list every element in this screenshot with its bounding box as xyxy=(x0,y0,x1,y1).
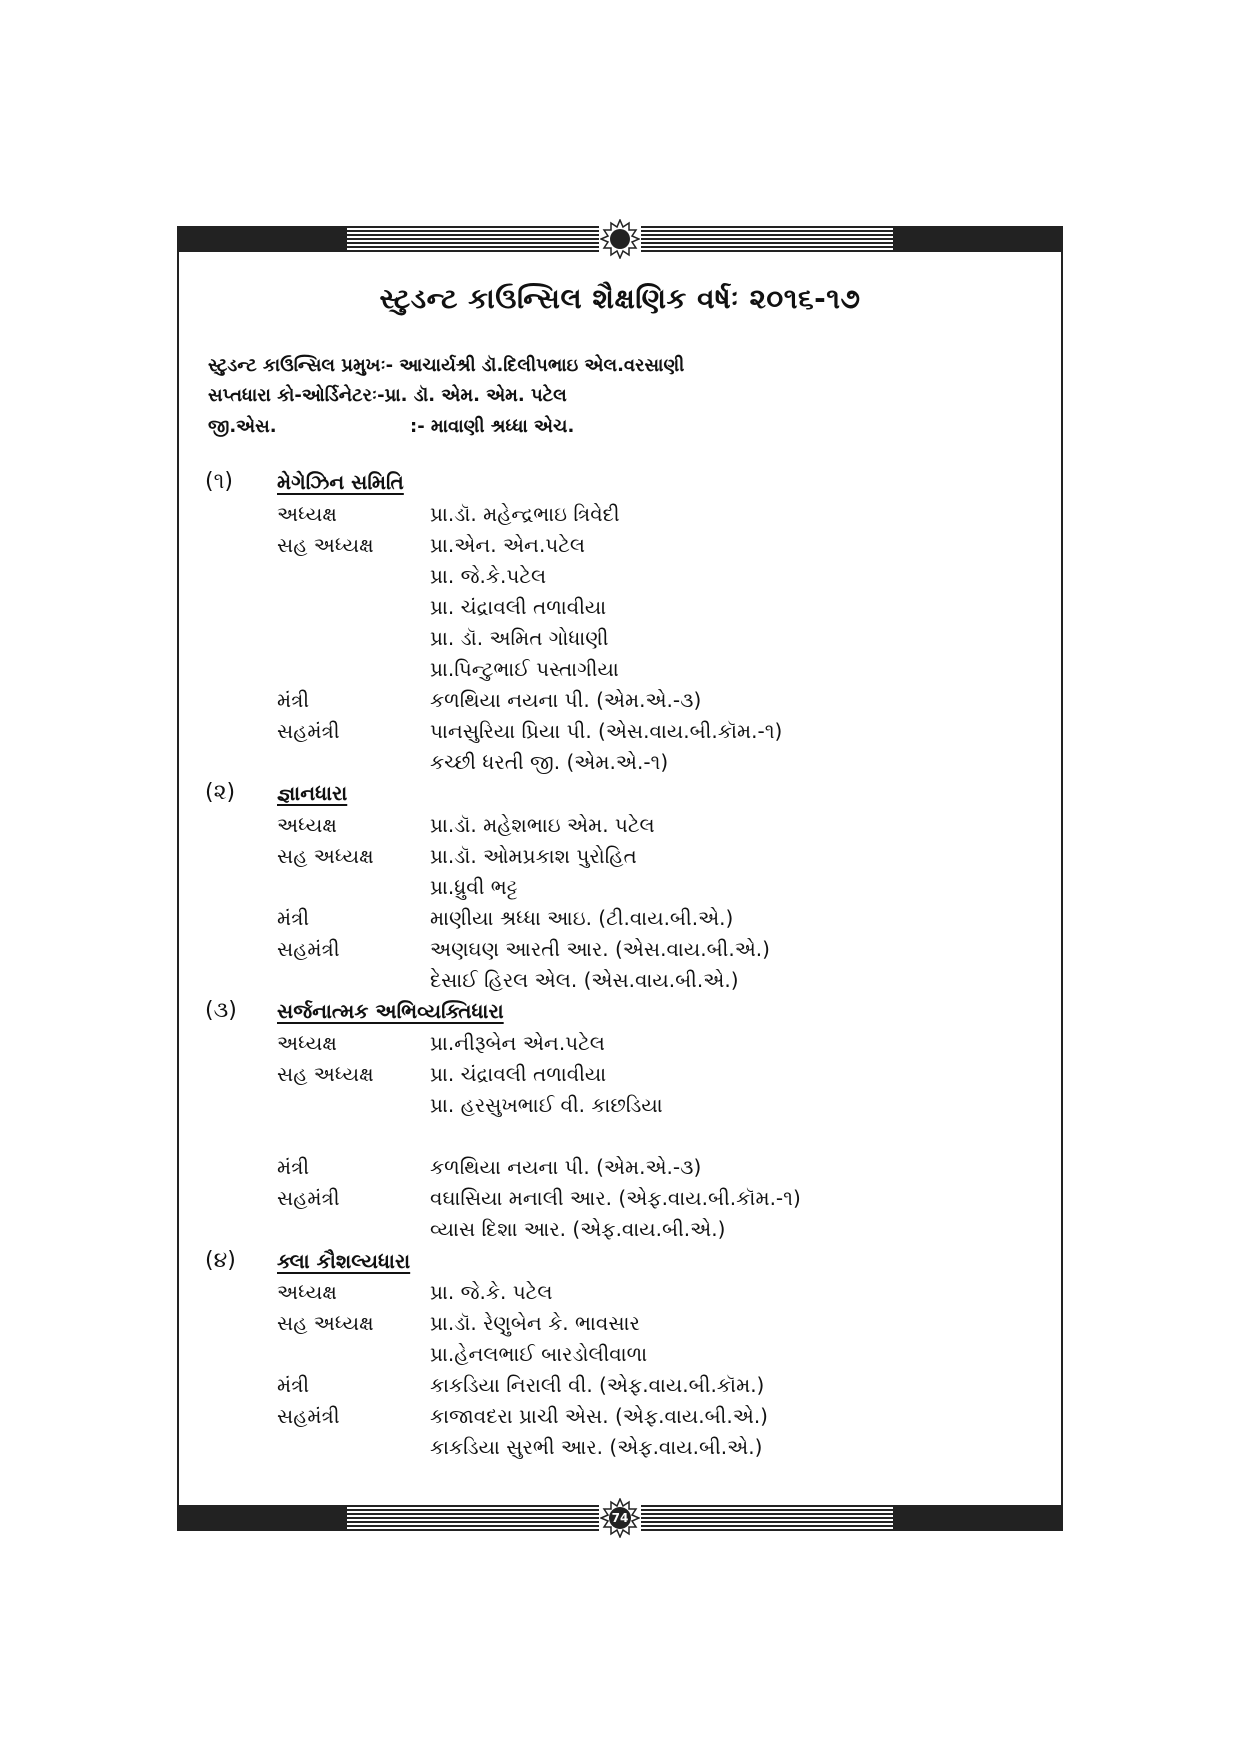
member-name: કાકડિયા સુરભી આર. (એફ.વાય.બી.એ.) xyxy=(430,1435,763,1459)
member-name: પ્રા.ડૉ. ઓમપ્રકાશ પુરોહિત xyxy=(430,844,637,868)
member-name: પ્રા.પિન્ટુભાઈ પસ્તાગીયા xyxy=(430,657,619,681)
role-label: સહમંત્રી xyxy=(277,937,340,961)
role-label: સહ અધ્યક્ષ xyxy=(277,533,374,557)
member-name: કાજાવદરા પ્રાચી એસ. (એફ.વાય.બી.એ.) xyxy=(430,1404,768,1428)
member-name: પ્રા. જે.કે. પટેલ xyxy=(430,1280,553,1304)
page-frame xyxy=(177,226,1063,1531)
role-label: મંત્રી xyxy=(277,1155,310,1179)
member-name: માણીયા શ્રધ્ધા આઇ. (ટી.વાય.બી.એ.) xyxy=(430,906,734,930)
role-label: સહમંત્રી xyxy=(277,1186,340,1210)
member-name: કળથિયા નયના પી. (એમ.એ.-૩) xyxy=(430,1155,702,1179)
section-number: (૨) xyxy=(205,780,236,805)
footer-band xyxy=(177,1505,1063,1531)
council-president-line: સ્ટુડન્ટ કાઉન્સિલ પ્રમુખઃ- આચાર્યશ્રી ડૉ.દિલીપભાઇ એલ.વરસાણી xyxy=(208,355,685,376)
member-name: પ્રા. ડૉ. અમિત ગોધાણી xyxy=(430,626,609,650)
role-label: સહ અધ્યક્ષ xyxy=(277,1062,374,1086)
role-label: અધ્યક્ષ xyxy=(277,1280,337,1304)
gs-label: જી.એસ. xyxy=(208,416,277,437)
member-name: પ્રા.ડૉ. રેણુબેન કે. ભાવસાર xyxy=(430,1311,640,1335)
page-number: 74 xyxy=(611,1511,629,1525)
member-name: અણઘણ આરતી આર. (એસ.વાય.બી.એ.) xyxy=(430,937,770,961)
section-title: ક્લા કૌશલ્યધારા xyxy=(277,1249,411,1273)
member-name: પ્રા.ધ્રુવી ભટ્ટ xyxy=(430,875,518,899)
coordinator-line: સપ્તધારા કો-ઓર્ડિનેટરઃ-પ્રા. ડૉ. એમ. એમ. પટેલ xyxy=(208,385,567,406)
role-label: મંત્રી xyxy=(277,906,310,930)
sun-ornament-icon xyxy=(600,219,640,259)
section-number: (૪) xyxy=(205,1248,236,1273)
member-name: વ્યાસ દિશા આર. (એફ.વાય.બી.એ.) xyxy=(430,1217,726,1241)
role-label: મંત્રી xyxy=(277,1373,310,1397)
role-label: અધ્યક્ષ xyxy=(277,1031,337,1055)
role-label: અધ્યક્ષ xyxy=(277,502,337,526)
member-name: પ્રા. ચંદ્રાવલી તળાવીયા xyxy=(430,595,607,619)
member-name: પાનસુરિયા પ્રિયા પી. (એસ.વાય.બી.કૉમ.-૧) xyxy=(430,719,783,743)
role-label: સહમંત્રી xyxy=(277,1404,340,1428)
member-name: પ્રા.ડૉ. મહેન્દ્રભાઇ ત્રિવેદી xyxy=(430,502,620,526)
member-name: પ્રા. જે.કે.પટેલ xyxy=(430,564,547,588)
role-label: સહ અધ્યક્ષ xyxy=(277,844,374,868)
member-name: પ્રા.નીરૂબેન એન.પટેલ xyxy=(430,1031,605,1055)
page-title: સ્ટુડન્ટ કાઉન્સિલ શૈક્ષણિક વર્ષઃ ૨૦૧૬-૧૭ xyxy=(379,282,861,315)
member-name: કાકડિયા નિરાલી વી. (એફ.વાય.બી.કૉમ.) xyxy=(430,1373,765,1397)
section-title: મેગેઝિન સમિતિ xyxy=(277,470,404,494)
member-name: પ્રા. હરસુખભાઈ વી. કાછડિયા xyxy=(430,1093,663,1117)
role-label: મંત્રી xyxy=(277,688,310,712)
member-name: પ્રા.એન. એન.પટેલ xyxy=(430,533,586,557)
gs-value: :- માવાણી શ્રધ્ધા એચ. xyxy=(410,416,575,437)
section-number: (૧) xyxy=(205,469,233,494)
header-band xyxy=(177,226,1063,252)
member-name: પ્રા.હેનલભાઈ બારડોલીવાળા xyxy=(430,1342,648,1366)
section-title: સર્જનાત્મક અભિવ્યક્તિધારા xyxy=(277,999,504,1023)
page-number-badge xyxy=(600,1498,640,1538)
role-label: સહમંત્રી xyxy=(277,719,340,743)
section-number: (૩) xyxy=(205,998,237,1023)
member-name: દેસાઈ હિરલ એલ. (એસ.વાય.બી.એ.) xyxy=(430,968,739,992)
role-label: સહ અધ્યક્ષ xyxy=(277,1311,374,1335)
section-title: જ્ઞાનધારા xyxy=(277,781,348,805)
member-name: કળથિયા નયના પી. (એમ.એ.-૩) xyxy=(430,688,702,712)
member-name: પ્રા. ચંદ્રાવલી તળાવીયા xyxy=(430,1062,607,1086)
member-name: કચ્છી ધરતી જી. (એમ.એ.-૧) xyxy=(430,750,669,774)
member-name: વઘાસિયા મનાલી આર. (એફ.વાય.બી.કૉમ.-૧) xyxy=(430,1186,801,1210)
role-label: અધ્યક્ષ xyxy=(277,813,337,837)
member-name: પ્રા.ડૉ. મહેશભાઇ એમ. પટેલ xyxy=(430,813,655,837)
